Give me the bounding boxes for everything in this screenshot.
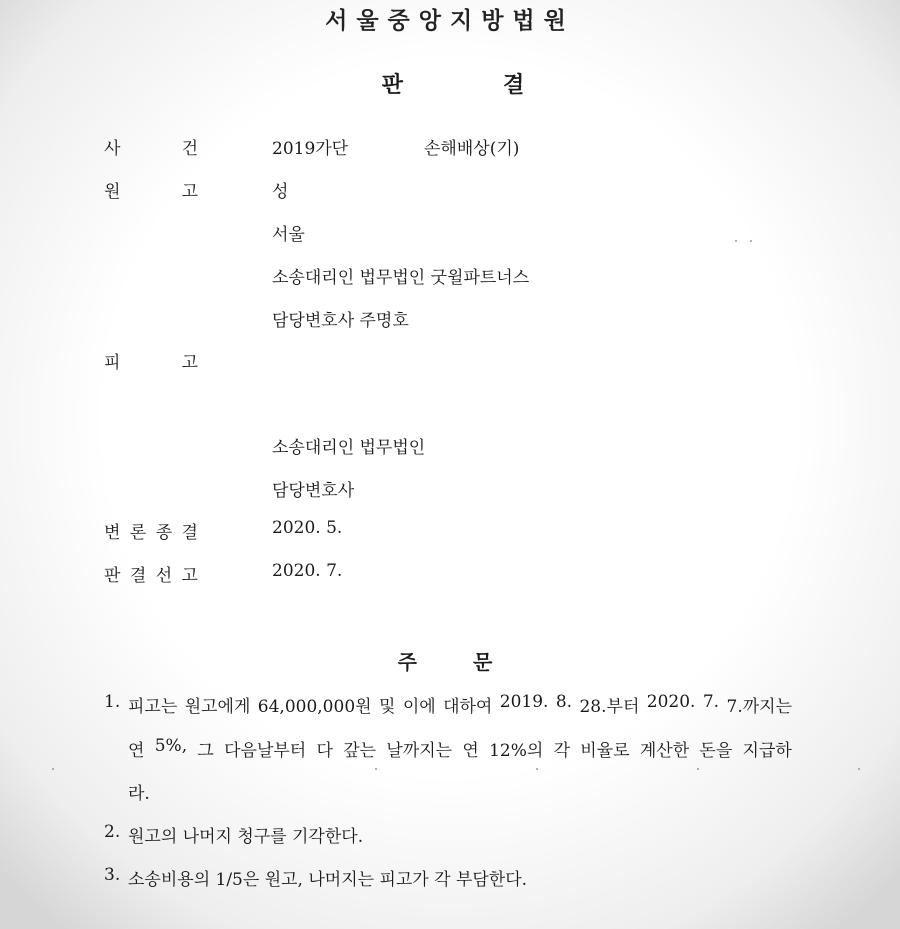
label-case: 사 건 [104,139,198,159]
scan-speck [536,768,538,770]
case-name: 손해배상(기) [424,139,520,159]
scan-speck [375,768,377,770]
label-closing-argument: 변 론 종 결 [104,523,198,543]
order-2-text: 원고의 나머지 청구를 기각한다. [128,827,364,847]
title-char: 판 [381,73,403,98]
closing-argument-date: 2020. 5. [272,518,343,538]
scan-speck [735,240,737,242]
order-1-line-2: 연 5%, 그 다음날부터 다 갚는 날까지는 연 12%의 각 비율로 계산한 돈을 지급하 [128,736,792,761]
order-1-line-3: 라. [128,784,150,804]
label-defendant: 피 고 [104,353,198,373]
scan-speck [858,768,860,770]
title-char: 결 [503,73,525,98]
plaintiff-attorney: 담당변호사 주명호 [272,311,409,331]
court-name: 서울중앙지방법원 [325,8,575,34]
order-number: 3. [104,865,121,885]
order-number: 1. [104,692,121,712]
case-number: 2019가단 [272,139,349,159]
plaintiff-address: 서울 [272,225,305,245]
defendant-attorney: 담당변호사 [272,481,355,501]
plaintiff-name: 성 [272,182,289,202]
scan-speck [750,240,752,242]
plaintiff-attorney-firm: 소송대리인 법무법인 굿윌파트너스 [272,268,530,288]
order-1-line-1: 피고는 원고에게 64,000,000원 및 이에 대하여 2019. 8. 28.부터 2020. 7. 7.까지는 [128,692,792,717]
label-plaintiff: 원 고 [104,182,198,202]
scan-speck [52,768,54,770]
order-number: 2. [104,822,121,842]
order-heading: 주 문 [397,650,493,674]
judgment-date: 2020. 7. [272,561,343,581]
document-title [0,68,900,99]
scan-speck [697,768,699,770]
defendant-attorney-firm: 소송대리인 법무법인 [272,438,426,458]
label-judgment-date: 판 결 선 고 [104,566,198,586]
order-3-text: 소송비용의 1/5은 원고, 나머지는 피고가 각 부담한다. [128,870,528,890]
